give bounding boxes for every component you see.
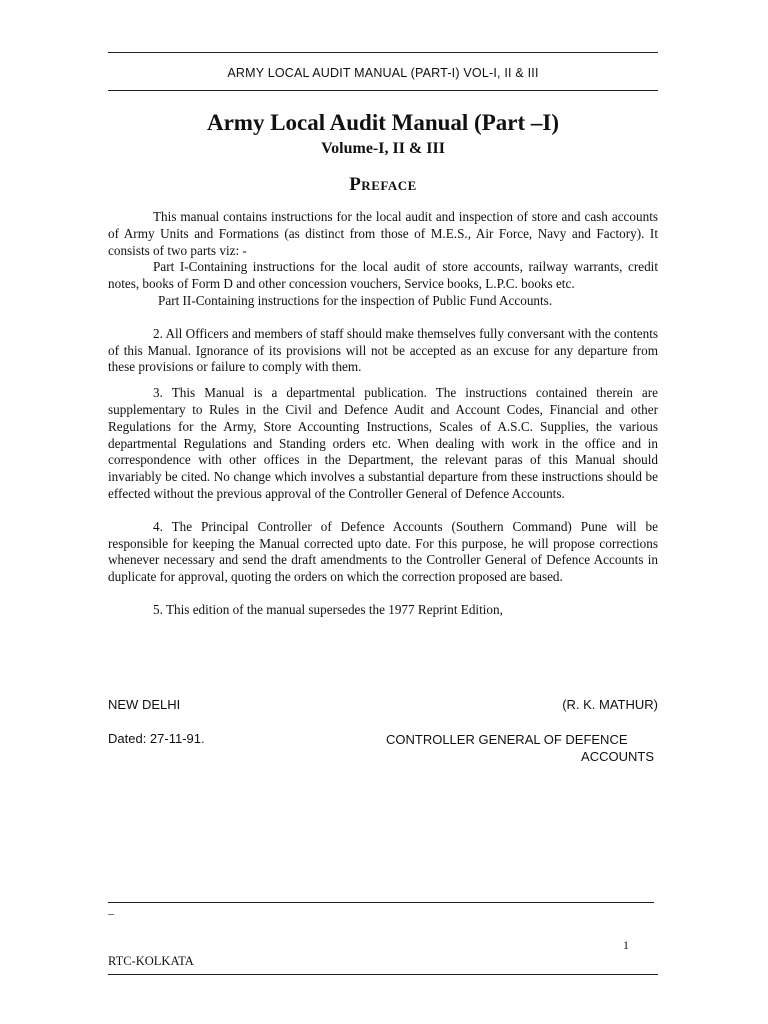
designation-line-2: ACCOUNTS bbox=[581, 749, 654, 764]
designation bbox=[386, 731, 658, 765]
designation-line-1: CONTROLLER GENERAL OF DEFENCE bbox=[386, 732, 628, 747]
place: NEW DELHI bbox=[108, 697, 181, 712]
running-header: ARMY LOCAL AUDIT MANUAL (PART-I) VOL-I, II & III bbox=[227, 66, 539, 80]
document-title: Army Local Audit Manual (Part –I) bbox=[206, 110, 559, 135]
header-bottom-rule bbox=[108, 90, 658, 91]
paragraph-1-part-1: Part I-Containing instructions for the local audit of store accounts, railway warrants, credit notes, books of Form D and other concession vouchers, Service books, L.P.C. books etc. bbox=[108, 259, 658, 292]
signatory-name: (R. K. MATHUR) bbox=[562, 697, 658, 712]
paragraph-3: 3. This Manual is a departmental publication. The instructions contained therein are supplementary to Rules in the Civil and Defence Audit and Account Codes, Financial and other Regulations for the Army, Store Accounting Instructions, Scales of A.S.C. Supplies, the various departmental Regulations and Standing orders etc. When dealing with work in the office and in correspondence with other offices in the Department, the relevant paras of this Manual should invariably be cited. No change which involves a substantial departure from these instructions should be effected without the previous approval of the Controller General of Defence Accounts. bbox=[108, 385, 658, 501]
paragraph-4: 4. The Principal Controller of Defence Accounts (Southern Command) Pune will be responsible for keeping the Manual corrected upto date. For this purpose, he will propose corrections whenever necessary and send the draft amendments to the Controller General of Defence Accounts in duplicate for approval, quoting the orders on which the correction proposed are based. bbox=[108, 518, 658, 585]
paragraph-2: 2. All Officers and members of staff should make themselves fully conversant with the contents of this Manual. Ignorance of its provisions will not be accepted as an excuse for any departure from these provisions or failure to comply with them. bbox=[108, 325, 658, 375]
body-text bbox=[108, 209, 658, 619]
paragraph-1-part-2: Part II-Containing instructions for the inspection of Public Fund Accounts. bbox=[158, 292, 553, 308]
footer-lower-rule bbox=[108, 974, 658, 975]
footer-upper-rule bbox=[108, 902, 654, 903]
header-top-rule bbox=[108, 52, 658, 53]
paragraph-5: 5. This edition of the manual supersedes the 1977 Reprint Edition, bbox=[153, 601, 503, 617]
document-subtitle: Volume-I, II & III bbox=[321, 140, 445, 157]
footer-dash: – bbox=[108, 906, 114, 920]
page-number: 1 bbox=[623, 938, 629, 952]
paragraph-1: This manual contains instructions for the local audit and inspection of store and cash accounts of Army Units and Formations (as distinct from those of M.E.S., Air Force, Navy and Factory). It consists of two parts viz: - bbox=[108, 209, 658, 258]
section-heading: Preface bbox=[349, 174, 417, 195]
date: Dated: 27-11-91. bbox=[108, 731, 205, 746]
footer-organization: RTC-KOLKATA bbox=[108, 954, 194, 968]
